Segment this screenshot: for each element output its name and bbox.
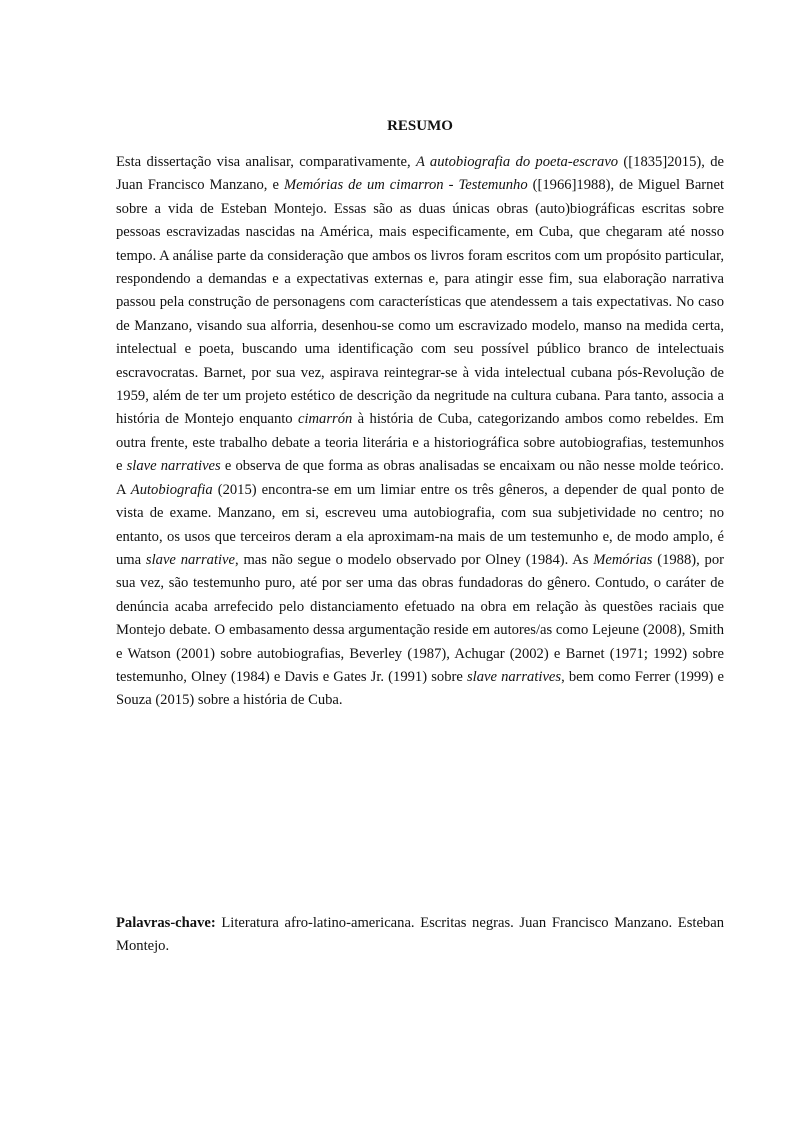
emphasized-term: slave narratives <box>126 458 221 475</box>
abstract-text: ([1966]1988), de Miguel Barnet sobre a vida de Esteban Montejo. Essas são as duas únicas obras (auto)biográficas escritas sobre pessoas escravizadas nascidas na América, mais especificamente, em Cuba, que chegaram até nosso tempo. A análise parte da consideração que ambos os livros foram escritos com um propósito particular, respondendo a demandas e a expectativas externas e, para atingir esse fim, sua elaboração narrativa passou pela construção de personagens com características que atendessem a tais expectativas. No caso de Manzano, visando sua alforria, desenhou-se como um escravizado modelo, manso na medida certa, intelectual e poeta, buscando uma identificação com seu possível público branco de intelectuais escravocratas. Barnet, por sua vez, aspirava reintegrar-se à vida intelectual cubana pós-Revolução de 1959, além de ter um projeto estético de descrição da negritude na cultura cubana. Para tanto, associa a história de Montejo enquanto <box>116 177 724 428</box>
abstract-text: à história de Cuba, categorizando ambos como rebeldes. Em outra frente, este trabalho debate a teoria literária e a historiográfica sobre autobiografias, testemunhos e <box>116 411 725 475</box>
keywords-label: Palavras-chave: <box>116 915 216 931</box>
abstract-paragraph <box>116 151 724 713</box>
abstract-text: (2015) encontra-se em um limiar entre os três gêneros, a depender de qual ponto de vista de exame. Manzano, em si, escreveu uma autobiografia, com sua subjetividade no centro; no entanto, os usos que terceiros deram a ela aproximam-na mais de um testemunho e, de modo amplo, é uma <box>116 481 724 568</box>
book-title: Memórias de um cimarron - Testemunho <box>283 177 528 194</box>
abstract-text: (1988), por sua vez, são testemunho puro, até por ser uma das obras fundadoras do gênero. Contudo, o caráter de denúncia acaba arrefecido pelo distanciamento efetuado na obra em relação às questões raciais que Montejo debate. O embasamento dessa argumentação reside em autores/as como Lejeune (2008), Smith e Watson (2001) sobre autobiografias, Beverley (1987), Achugar (2002) e Barnet (1971; 1992) sobre testemunho, Olney (1984) e Davis e Gates Jr. (1991) sobre <box>116 551 724 685</box>
abstract-text: Esta dissertação visa analisar, comparativamente, <box>116 154 416 170</box>
emphasized-term: cimarrón <box>297 411 353 428</box>
keywords-text: Literatura afro-latino-americana. Escritas negras. Juan Francisco Manzano. Esteban Montejo. <box>116 915 724 955</box>
abstract-text: e observa de que forma as obras analisadas se encaixam ou não nesse molde teórico. A <box>116 458 724 498</box>
emphasized-term: slave narrative <box>145 551 236 568</box>
book-title: Memórias <box>593 551 653 568</box>
emphasized-term: slave narratives <box>466 668 562 685</box>
abstract-text: , mas não segue o modelo observado por Olney (1984). As <box>235 551 594 568</box>
page-title: RESUMO <box>387 118 453 134</box>
abstract-text: , bem como Ferrer (1999) e Souza (2015) sobre a história de Cuba. <box>116 668 724 709</box>
book-title: A autobiografia do poeta-escravo <box>415 154 619 170</box>
book-title: Autobiografia <box>130 481 213 498</box>
abstract-text: ([1835]2015), de Juan Francisco Manzano, e <box>116 154 724 194</box>
keywords-paragraph <box>116 912 724 959</box>
